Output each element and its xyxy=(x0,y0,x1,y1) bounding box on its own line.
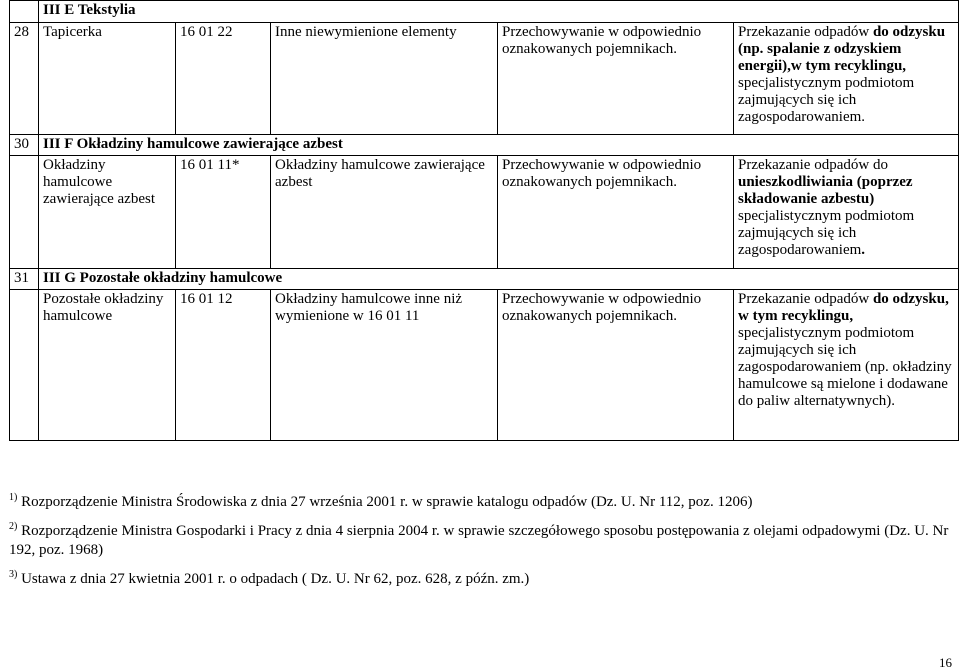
disposal-end: . xyxy=(861,242,866,258)
storage-method: Przechowywanie w odpowiednio oznakowanych pojemnikach. xyxy=(498,156,734,269)
waste-name: Tapicerka xyxy=(39,23,176,135)
disposal-prefix: Przekazanie odpadów xyxy=(738,291,873,307)
page-number: 16 xyxy=(939,655,952,670)
disposal-prefix: Przekazanie odpadów do xyxy=(738,157,888,173)
section-row-iiie xyxy=(10,1,959,23)
disposal-bold: unieszkodliwiania (poprzez składowanie azbestu) xyxy=(738,174,913,207)
disposal-bold: do odzysku (np. spalanie z odzyskiem energii),w tym recyklingu, xyxy=(738,24,946,74)
footnote-text: Rozporządzenie Ministra Gospodarki i Pracy z dnia 4 sierpnia 2004 r. w sprawie szczegółowego sposobu postępowania z olejami odpadowymi (Dz. U. Nr 192, poz. 1968) xyxy=(9,523,949,558)
disposal-suffix: specjalistycznym podmiotom zajmujących się ich zagospodarowaniem (np. okładziny hamulcowe są mielone i dodawane do paliw alternatywnych). xyxy=(738,325,952,409)
footnote-3 xyxy=(9,570,954,589)
number-cell xyxy=(10,290,39,441)
storage-method: Przechowywanie w odpowiednio oznakowanych pojemnikach. xyxy=(498,290,734,441)
footnote-mark: 2) xyxy=(9,521,18,532)
waste-name: Okładziny hamulcowe zawierające azbest xyxy=(39,156,176,269)
disposal-prefix: Przekazanie odpadów xyxy=(738,24,873,40)
footnote-text: Rozporządzenie Ministra Środowiska z dnia 27 września 2001 r. w sprawie katalogu odpadów (Dz. U. Nr 112, poz. 1206) xyxy=(17,494,753,510)
disposal-suffix: specjalistycznym podmiotom zajmujących się ich zagospodarowaniem xyxy=(738,208,915,258)
section-row-30 xyxy=(10,135,959,156)
section-heading: III E Tekstylia xyxy=(39,1,959,23)
footnote-text: Ustawa z dnia 27 kwietnia 2001 r. o odpadach ( Dz. U. Nr 62, poz. 628, z późn. zm.) xyxy=(17,571,530,587)
waste-description: Okładziny hamulcowe zawierające azbest xyxy=(271,156,498,269)
waste-description: Inne niewymienione elementy xyxy=(271,23,498,135)
disposal-method xyxy=(734,290,959,441)
footnote-1 xyxy=(9,493,954,512)
disposal-method xyxy=(734,156,959,269)
disposal-method xyxy=(734,23,959,135)
disposal-suffix: specjalistycznym podmiotom zajmujących się ich zagospodarowaniem. xyxy=(738,75,915,125)
storage-method: Przechowywanie w odpowiednio oznakowanych pojemnikach. xyxy=(498,23,734,135)
number-cell xyxy=(10,156,39,269)
section-heading: III F Okładziny hamulcowe zawierające azbest xyxy=(39,135,959,156)
section-heading: III G Pozostałe okładziny hamulcowe xyxy=(39,269,959,290)
footnote-mark: 1) xyxy=(9,492,18,503)
waste-description: Okładziny hamulcowe inne niż wymienione w 16 01 11 xyxy=(271,290,498,441)
waste-code: 16 01 12 xyxy=(176,290,271,441)
table-row-31 xyxy=(10,290,959,441)
disposal-bold: do odzysku, w tym recyklingu, xyxy=(738,291,949,324)
row-number: 28 xyxy=(10,23,39,135)
section-row-31 xyxy=(10,269,959,290)
footnote-2 xyxy=(9,522,954,560)
waste-table xyxy=(9,0,959,441)
row-number: 31 xyxy=(10,269,39,290)
number-cell xyxy=(10,1,39,23)
waste-name: Pozostałe okładziny hamulcowe xyxy=(39,290,176,441)
footnotes xyxy=(9,493,954,589)
table-row-30 xyxy=(10,156,959,269)
waste-code: 16 01 22 xyxy=(176,23,271,135)
waste-code: 16 01 11* xyxy=(176,156,271,269)
table-row-28 xyxy=(10,23,959,135)
row-number: 30 xyxy=(10,135,39,156)
footnote-mark: 3) xyxy=(9,569,18,580)
